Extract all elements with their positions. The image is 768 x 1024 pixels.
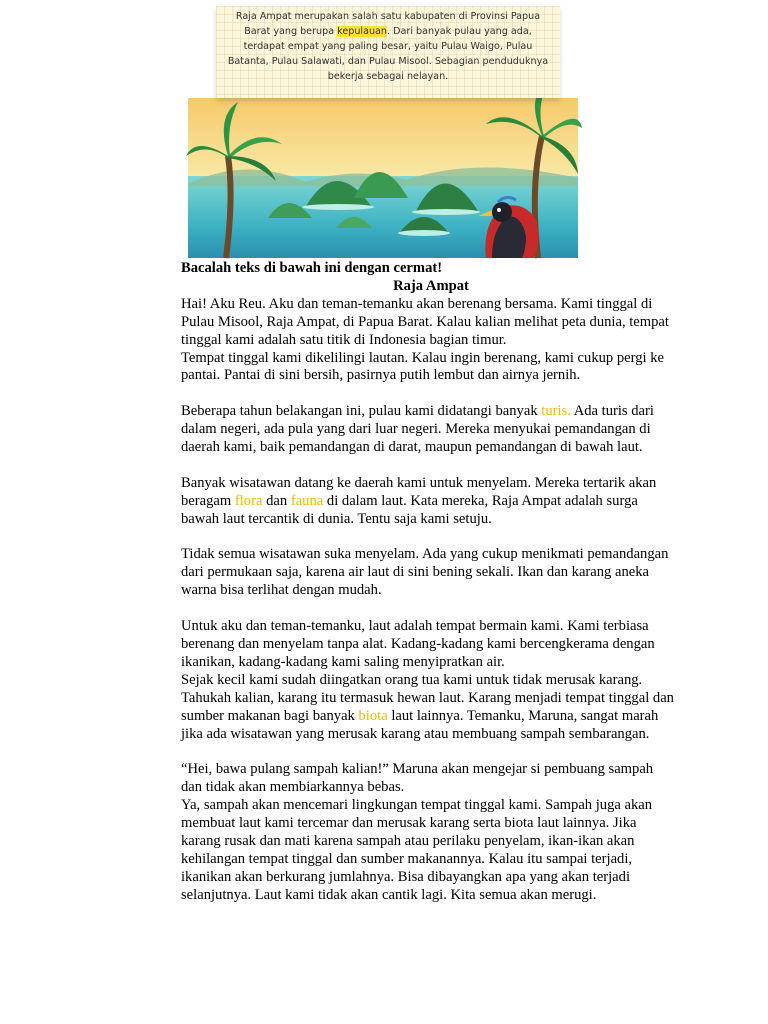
paragraph-7-start: Sejak kecil kami sudah diingatkan orang tua kami untuk tidak merusak karang. Tahukah kalian, karang itu termasuk hewan laut. Karang menjadi tempat tinggal dan sumber makanan bagi banyak xyxy=(181,671,674,724)
keyword-fauna: fauna xyxy=(290,492,324,509)
paragraph-3-end: Ada turis dari dalam negeri, ada pula yang dari luar negeri. Mereka menyukai pemandangan di daerah kami, baik pemandangan di darat, maupun pemandangan di bawah laut. xyxy=(181,403,654,456)
paragraph-3-start: Beberapa tahun belakangan ini, pulau kami didatangi banyak xyxy=(181,403,542,420)
story-title: Raja Ampat xyxy=(393,277,469,294)
keyword-turis: turis. xyxy=(541,403,571,420)
keyword-biota: biota xyxy=(358,707,388,724)
paragraph-3 xyxy=(181,403,677,457)
paragraph-4-mid: dan xyxy=(262,492,291,509)
paragraph-4-end: di dalam laut. Kata mereka, Raja Ampat adalah surga bawah laut tercantik di dunia. Tentu saja kami setuju. xyxy=(181,492,638,527)
paragraph-8: “Hei, bawa pulang sampah kalian!” Maruna akan mengejar si pembuang sampah dan tidak akan membiarkannya bebas. xyxy=(181,761,654,796)
story-text xyxy=(181,260,677,905)
instruction: Bacalah teks di bawah ini dengan cermat! xyxy=(181,260,443,276)
paragraph-6: Untuk aku dan teman-temanku, laut adalah tempat bermain kami. Kami terbiasa berenang dan menyelam tanpa alat. Kadang-kadang kami bercengkerama dengan ikanikan, kadang-kadang kami saling menyipratkan air. xyxy=(181,618,655,670)
caption-text-before: Raja Ampat merupakan salah satu kabupaten di Provinsi Papua Barat yang berupa xyxy=(235,11,541,37)
caption-text-after: . Dari banyak pulau yang ada, terdapat empat yang paling besar, yaitu Pulau Waigo, Pulau Batanta, Pulau Salawati, dan Pulau Misool. Sebagian penduduknya bekerja sebagai nelayan. xyxy=(227,26,549,82)
paragraph-4-start: Banyak wisatawan datang ke daerah kami untuk menyelam. Mereka tertarik akan beragam xyxy=(181,474,657,509)
paragraph-2: Tempat tinggal kami dikelilingi lautan. Kalau ingin berenang, kami cukup pergi ke pantai. Pantai di sini bersih, pasirnya putih lembut dan airnya jernih. xyxy=(181,349,665,384)
paragraph-5: Tidak semua wisatawan suka menyelam. Ada yang cukup menikmati pemandangan dari permukaan saja, karena air laut di sini bening sekali. Ikan dan karang aneka warna bisa terlihat dengan mudah. xyxy=(181,546,669,599)
paragraph-7 xyxy=(181,672,677,744)
paragraph-1: Hai! Aku Reu. Aku dan teman-temanku akan berenang bersama. Kami tinggal di Pulau Misool, Raja Ampat, di Papua Barat. Kalau kalian melihat peta dunia, tempat tinggal kami adalah satu titik di Indonesia bagian timur. xyxy=(181,295,669,348)
caption-card xyxy=(216,6,560,98)
caption-highlight: kepulauan xyxy=(337,26,388,37)
paragraph-4 xyxy=(181,475,677,529)
keyword-flora: flora xyxy=(234,492,263,509)
paragraph-7-end: laut lainnya. Temanku, Maruna, sangat marah jika ada wisatawan yang merusak karang atau membuang sampah sembarangan. xyxy=(181,707,659,742)
raja-ampat-illustration xyxy=(186,6,582,262)
paragraph-9: Ya, sampah akan mencemari lingkungan tempat tinggal kami. Sampah juga akan membuat laut kami tercemar dan merusak karang serta biota laut lainnya. Jika karang rusak dan mati karena sampah atau perilaku penyelam, ikan-ikan akan kehilangan tempat tinggal dan sumber makanannya. Kalau itu sampai terjadi, ikanikan akan berkurang jumlahnya. Bisa dibayangkan apa yang akan terjadi selanjutnya. Laut kami tidak akan cantik lagi. Kita semua akan merugi. xyxy=(181,797,653,903)
